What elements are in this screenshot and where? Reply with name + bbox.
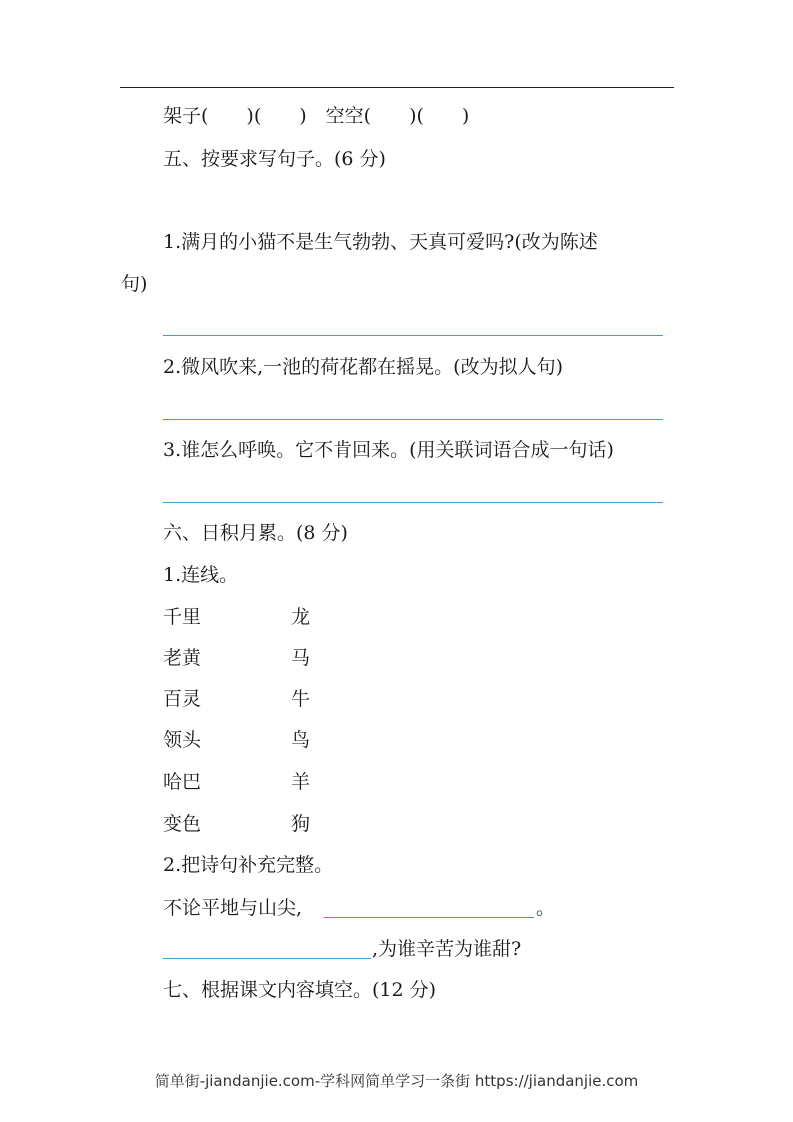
match-right-item[interactable]: 鸟 bbox=[291, 729, 311, 751]
word-blanks-line: 架子( )( ) 空空( )( ) bbox=[163, 105, 470, 127]
match-left-item[interactable]: 老黄 bbox=[163, 647, 202, 669]
section-7-title: 七、根据课文内容填空。(12 分) bbox=[163, 979, 437, 1001]
poem-blank-2[interactable] bbox=[163, 958, 371, 959]
poem-blank-1[interactable] bbox=[324, 917, 534, 918]
match-right-item[interactable]: 狗 bbox=[291, 813, 311, 835]
question-5-3: 3.谁怎么呼唤。它不肯回来。(用关联词语合成一句话) bbox=[163, 439, 614, 461]
answer-line-5-3[interactable] bbox=[163, 502, 663, 503]
match-right-item[interactable]: 羊 bbox=[291, 771, 311, 793]
top-rule bbox=[120, 87, 674, 88]
answer-line-5-2[interactable] bbox=[163, 419, 663, 420]
answer-line-5-1[interactable] bbox=[163, 335, 663, 336]
question-5-1-line2: 句) bbox=[121, 273, 148, 295]
poem-line1-suffix: 。 bbox=[536, 897, 556, 919]
section-6-title: 六、日积月累。(8 分) bbox=[163, 522, 348, 544]
match-right-item[interactable]: 龙 bbox=[291, 606, 311, 628]
question-5-2: 2.微风吹来,一池的荷花都在摇晃。(改为拟人句) bbox=[163, 356, 563, 378]
match-right-item[interactable]: 牛 bbox=[291, 688, 311, 710]
match-left-item[interactable]: 哈巴 bbox=[163, 771, 202, 793]
match-left-item[interactable]: 变色 bbox=[163, 813, 202, 835]
poem-line2-suffix: ,为谁辛苦为谁甜? bbox=[372, 938, 522, 960]
match-left-item[interactable]: 千里 bbox=[163, 606, 202, 628]
match-left-item[interactable]: 百灵 bbox=[163, 688, 202, 710]
question-6-1-title: 1.连线。 bbox=[163, 564, 239, 586]
question-5-1-line1: 1.满月的小猫不是生气勃勃、天真可爱吗?(改为陈述 bbox=[163, 231, 598, 253]
match-left-item[interactable]: 领头 bbox=[163, 729, 202, 751]
page-footer: 简单街-jiandanjie.com-学科网简单学习一条街 https://jiandanjie.com bbox=[154, 1072, 639, 1090]
match-right-item[interactable]: 马 bbox=[291, 647, 311, 669]
section-5-title: 五、按要求写句子。(6 分) bbox=[163, 148, 386, 170]
poem-line1-prefix: 不论平地与山尖, bbox=[163, 897, 303, 919]
question-6-2-title: 2.把诗句补充完整。 bbox=[163, 854, 334, 876]
